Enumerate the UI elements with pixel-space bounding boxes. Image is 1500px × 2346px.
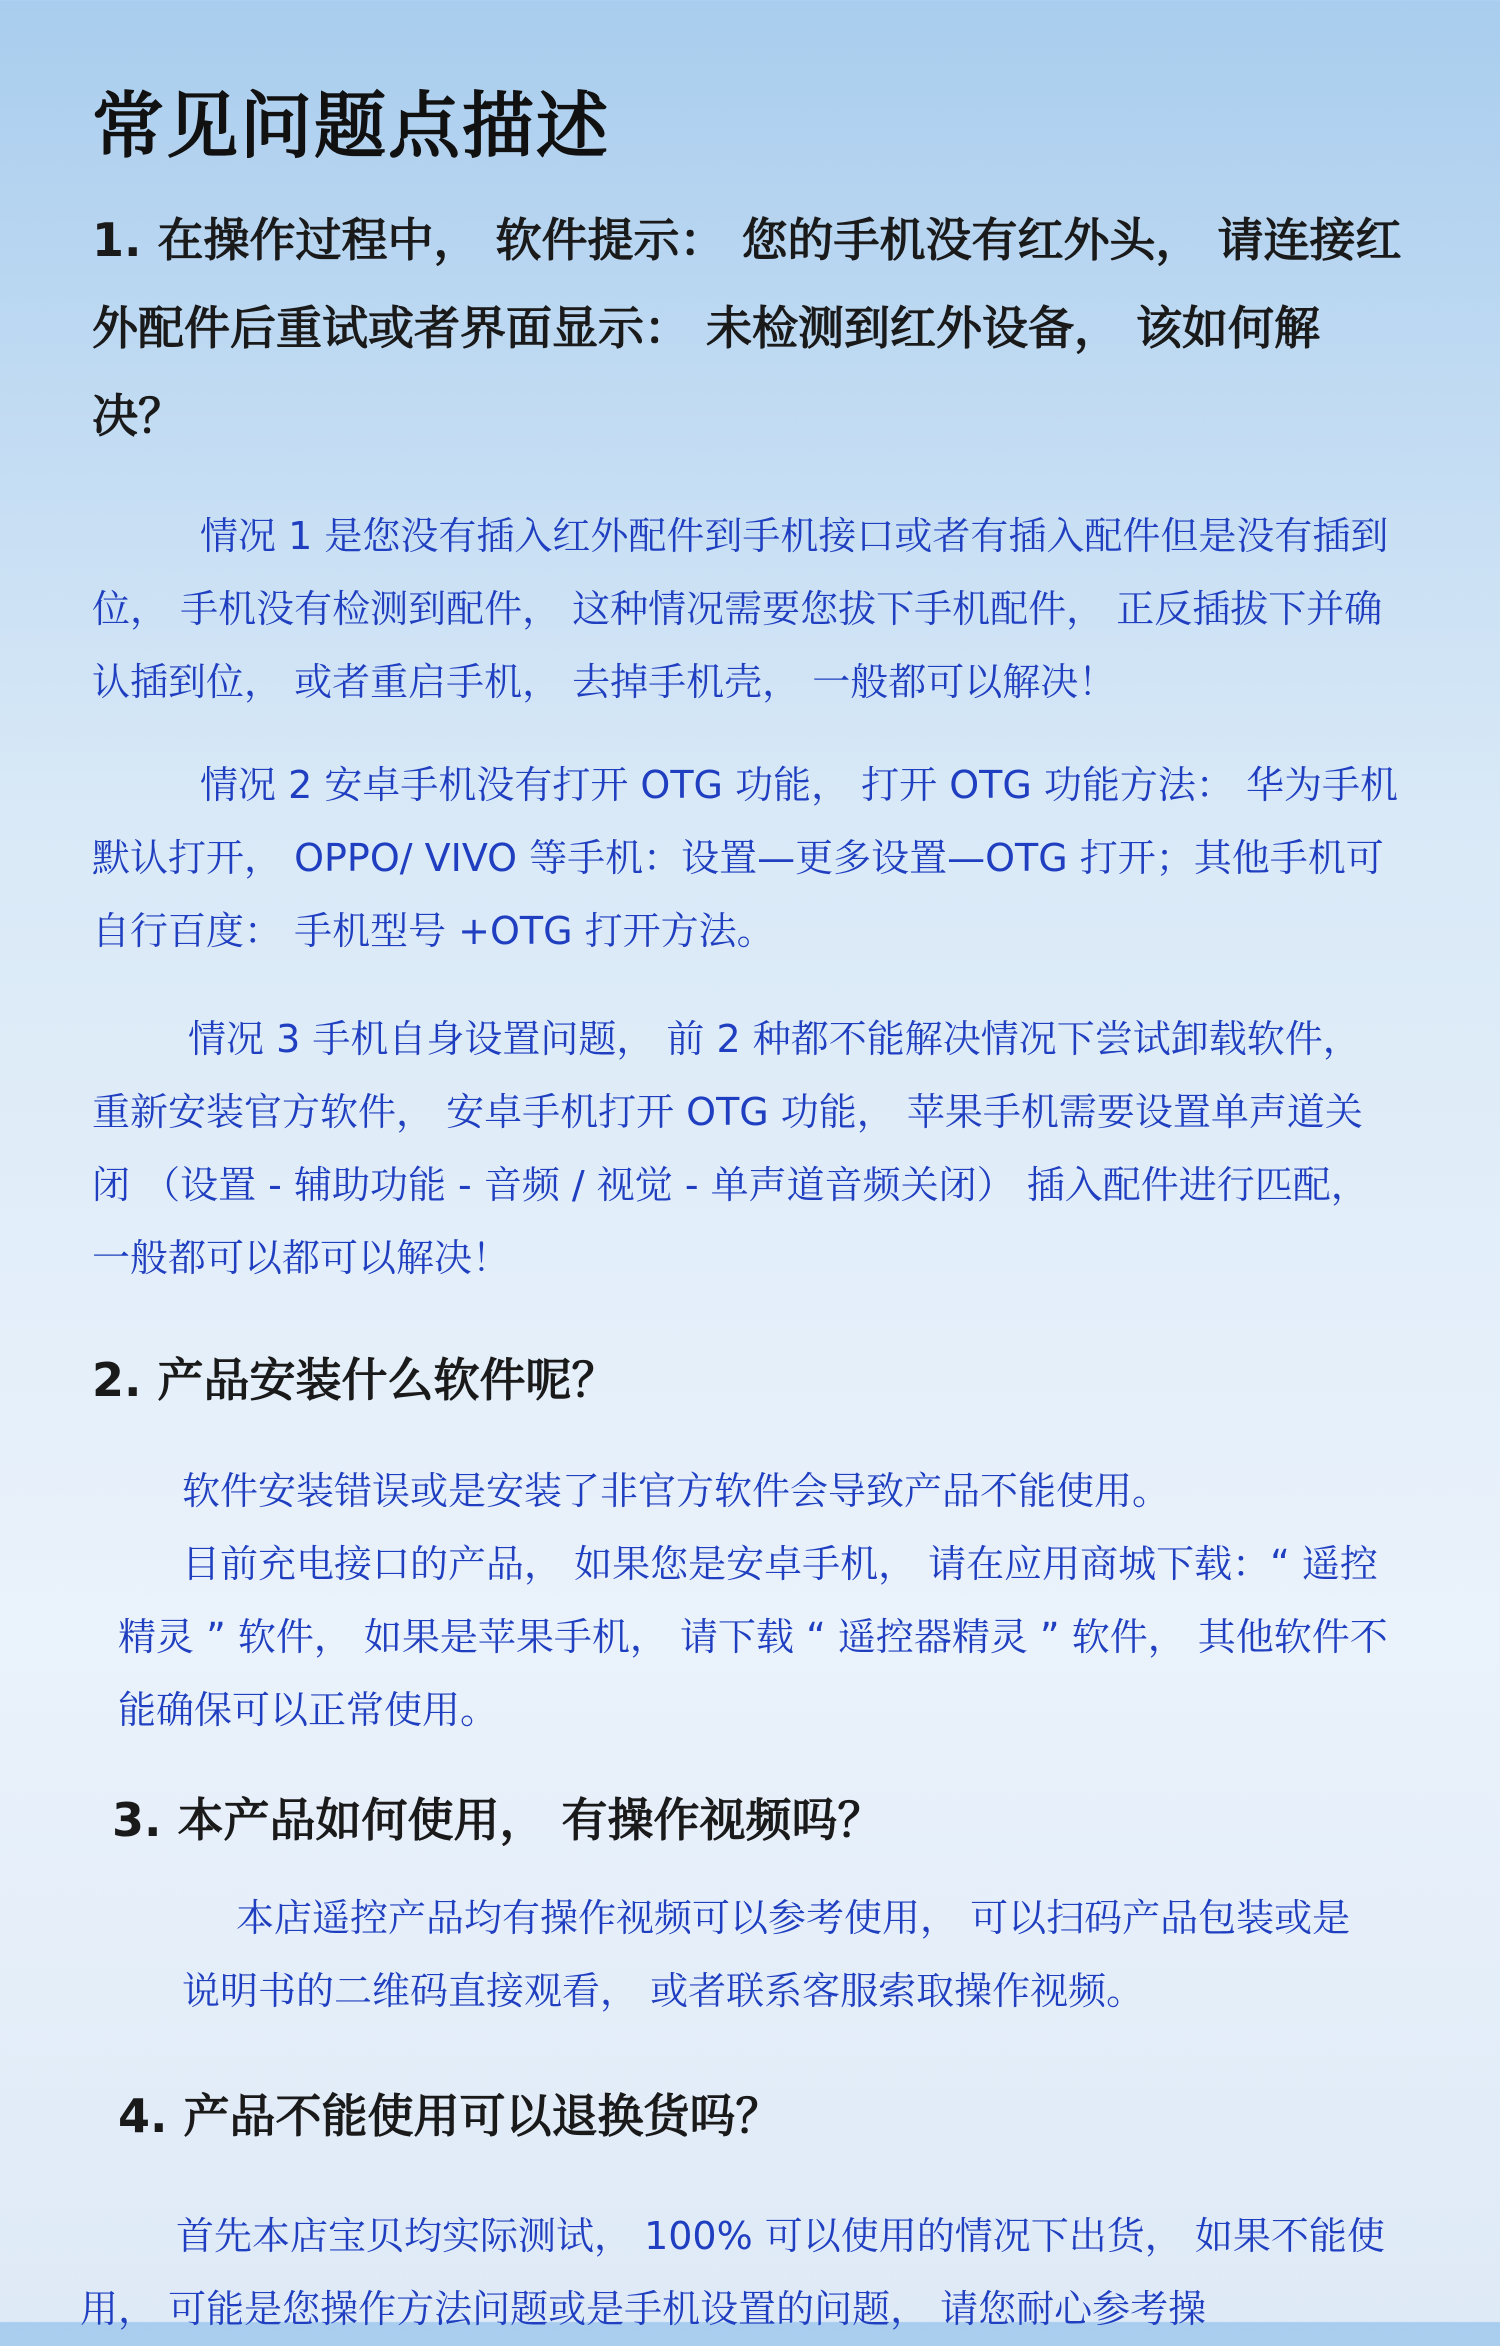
answer-2-paragraph-1: 软件安装错误或是安装了非官方软件会导致产品不能使用。	[182, 1469, 1171, 1513]
answer-2-paragraph-2: 目前充电接口的产品， 如果您是安卓手机， 请在应用商城下载：“ 遥控精灵 ” 软件， 如果是苹果手机， 请下载 “ 遥控器精灵 ” 软件， 其他软件不能确保可以正常使用。	[118, 1542, 1388, 1732]
question-4: 4. 产品不能使用可以退换货吗？	[118, 2089, 782, 2143]
answer-3-paragraph-1: 本店遥控产品均有操作视频可以参考使用， 可以扫码产品包装或是说明书的二维码直接观看， 或者联系客服索取操作视频。	[182, 1896, 1351, 2013]
answer-1-case-1: 情况 1 是您没有插入红外配件到手机接口或者有插入配件但是没有插到位， 手机没有检测到配件， 这种情况需要您拔下手机配件， 正反插拔下并确认插到位， 或者重启手机， 去掉手机壳， 一般都可以解决！	[92, 514, 1389, 704]
answer-1-case-2: 情况 2 安卓手机没有打开 OTG 功能， 打开 OTG 功能方法： 华为手机默认打开， OPPO/ VIVO 等手机：设置—更多设置—OTG 打开；其他手机可自行百度： 手机型号 +OTG 打开方法。	[92, 763, 1398, 953]
question-3: 3. 本产品如何使用， 有操作视频吗？	[112, 1793, 884, 1847]
question-1: 1. 在操作过程中， 软件提示： 您的手机没有红外头， 请连接红外配件后重试或者界面显示： 未检测到红外设备， 该如何解决？	[92, 213, 1402, 443]
answer-4-paragraph-1: 首先本店宝贝均实际测试， 100% 可以使用的情况下出货， 如果不能使用， 可能是您操作方法问题或是手机设置的问题， 请您耐心参考操	[80, 2214, 1385, 2331]
question-2: 2. 产品安装什么软件呢？	[92, 1353, 618, 1407]
page-title: 常见问题点描述	[92, 84, 611, 168]
answer-1-case-3: 情况 3 手机自身设置问题， 前 2 种都不能解决情况下尝试卸载软件， 重新安装官方软件， 安卓手机打开 OTG 功能， 苹果手机需要设置单声道关闭 （设置 - 辅助功能 - 音频 / 视觉 - 单声道音频关闭） 插入配件进行匹配， 一般都可以都可以解决！	[92, 1017, 1369, 1280]
